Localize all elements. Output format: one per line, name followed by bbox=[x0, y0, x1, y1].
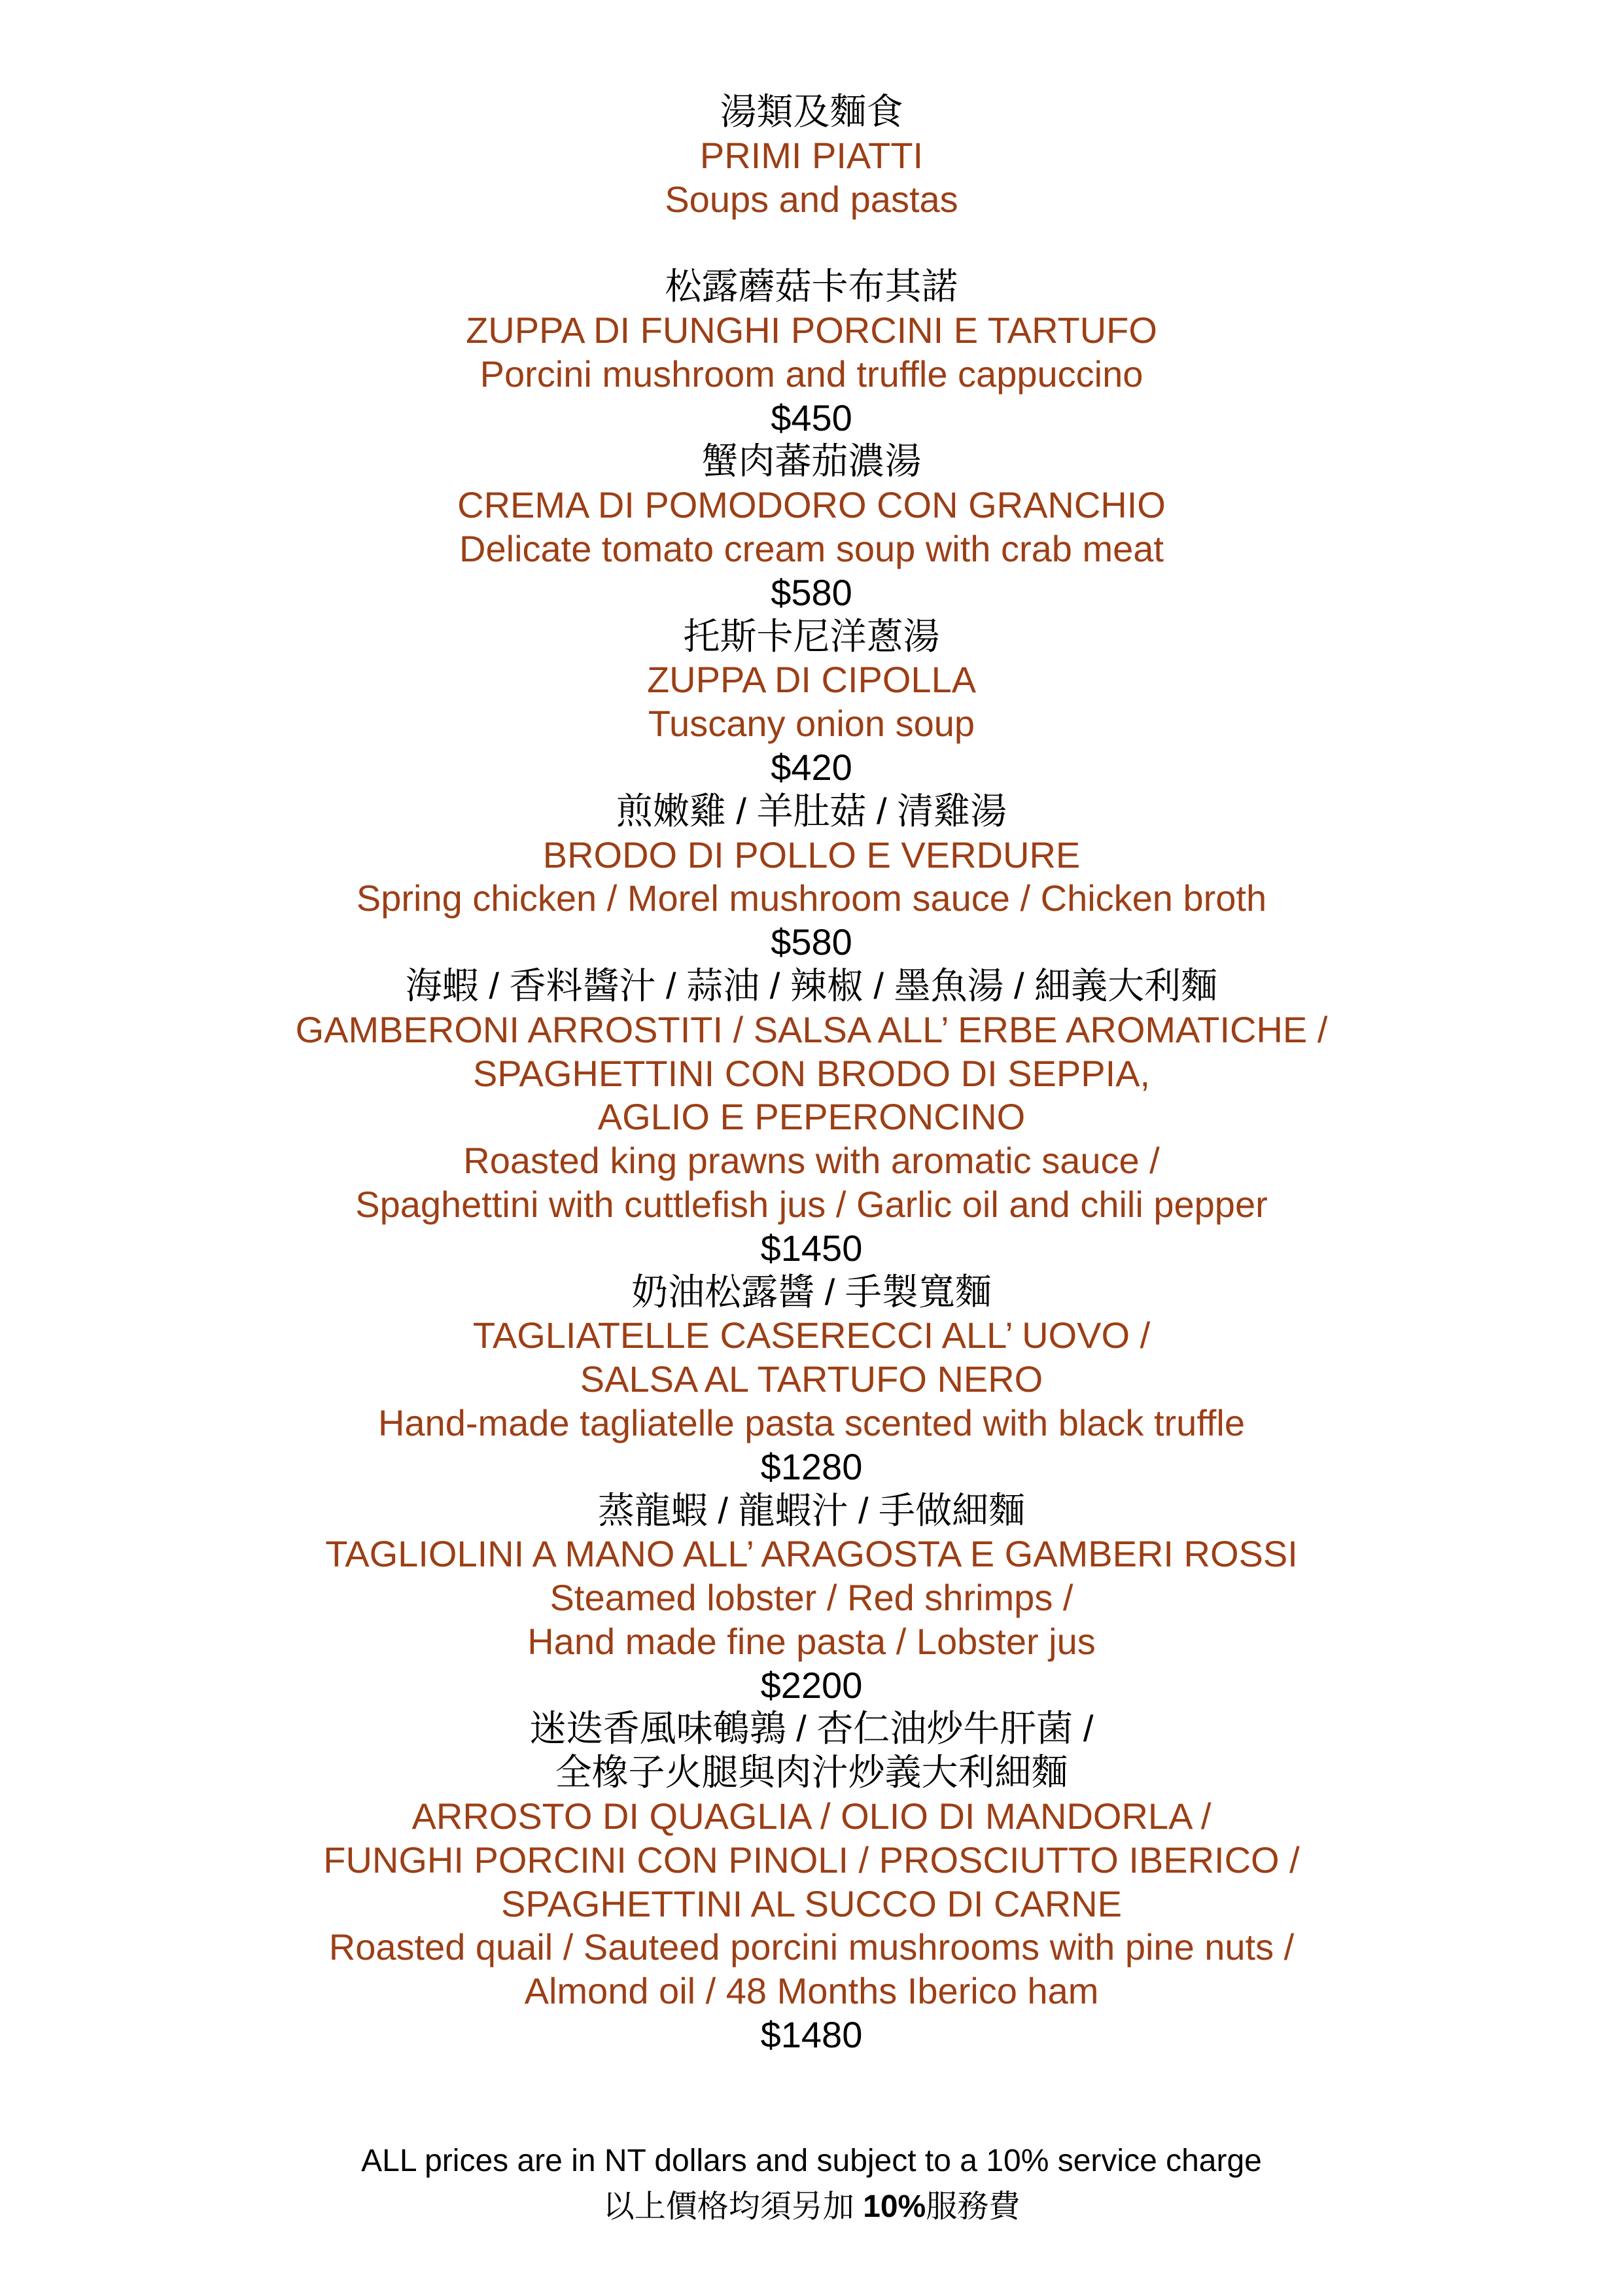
dish-name-zh: 托斯卡尼洋蔥湯 bbox=[683, 615, 940, 657]
dish-name-zh: 奶油松露醬 / 手製寬麵 bbox=[631, 1271, 992, 1313]
dish-name-it: AGLIO E PEPERONCINO bbox=[597, 1096, 1026, 1138]
footer-note-en: ALL prices are in NT dollars and subject to a 10% service charge bbox=[361, 2144, 1262, 2178]
dish-price: $1450 bbox=[760, 1227, 863, 1269]
dish-description-en: Porcini mushroom and truffle cappuccino bbox=[480, 353, 1143, 395]
dish-price: $1280 bbox=[760, 1445, 863, 1487]
section-title-it: PRIMI PIATTI bbox=[699, 134, 924, 176]
menu-item bbox=[0, 440, 1623, 614]
dish-name-zh: 煎嫩雞 / 羊肚菇 / 清雞湯 bbox=[616, 790, 1007, 832]
dish-description-en: Spring chicken / Morel mushroom sauce / Chicken broth bbox=[356, 877, 1267, 919]
dish-name-zh: 蟹肉蕃茄濃湯 bbox=[701, 440, 922, 482]
dish-name-zh: 松露蘑菇卡布其諾 bbox=[665, 266, 958, 308]
section-header bbox=[0, 90, 1623, 221]
dish-name-zh: 蒸龍蝦 / 龍蝦汁 / 手做細麵 bbox=[597, 1489, 1026, 1531]
menu-item bbox=[0, 265, 1623, 440]
section-title-en: Soups and pastas bbox=[665, 178, 958, 220]
dish-description-en: Roasted quail / Sauteed porcini mushrooms with pine nuts / bbox=[328, 1926, 1295, 1968]
dish-price: $580 bbox=[771, 571, 852, 613]
dish-name-it: SPAGHETTINI CON BRODO DI SEPPIA, bbox=[472, 1052, 1151, 1094]
menu-page bbox=[0, 90, 1623, 2057]
dish-name-it: CREMA DI POMODORO CON GRANCHIO bbox=[457, 484, 1166, 526]
dish-description-en: Tuscany onion soup bbox=[648, 703, 975, 745]
dish-description-en: Almond oil / 48 Months Iberico ham bbox=[524, 1970, 1099, 2012]
dish-name-it: FUNGHI PORCINI CON PINOLI / PROSCIUTTO IBERICO / bbox=[323, 1839, 1300, 1881]
menu-item bbox=[0, 1271, 1623, 1489]
menu-item bbox=[0, 615, 1623, 790]
dish-price: $2200 bbox=[760, 1664, 863, 1706]
section-title-zh: 湯類及麵食 bbox=[720, 91, 903, 132]
dish-name-it: ZUPPA DI CIPOLLA bbox=[646, 659, 977, 701]
dish-description-en: Hand-made tagliatelle pasta scented with black truffle bbox=[377, 1402, 1246, 1443]
dish-description-en: Hand made fine pasta / Lobster jus bbox=[527, 1620, 1096, 1662]
menu-item bbox=[0, 964, 1623, 1271]
dish-description-en: Roasted king prawns with aromatic sauce / bbox=[463, 1140, 1160, 1182]
menu-item bbox=[0, 1707, 1623, 2057]
footer-zh-prefix: 以上價格均須另加 bbox=[602, 2189, 864, 2224]
dish-price: $450 bbox=[771, 397, 852, 438]
dish-name-it: BRODO DI POLLO E VERDURE bbox=[542, 834, 1081, 875]
dish-price: $420 bbox=[771, 746, 852, 788]
dish-description-en: Spaghettini with cuttlefish jus / Garlic oil and chili pepper bbox=[355, 1183, 1268, 1225]
menu-item bbox=[0, 790, 1623, 964]
footer bbox=[0, 2138, 1623, 2230]
dish-name-it: GAMBERONI ARROSTITI / SALSA ALL’ ERBE AROMATICHE / bbox=[295, 1008, 1328, 1050]
footer-note-zh bbox=[0, 2184, 1623, 2230]
dish-name-it: TAGLIATELLE CASERECCI ALL’ UOVO / bbox=[472, 1315, 1151, 1356]
dish-name-zh: 全橡子火腿與肉汁炒義大利細麵 bbox=[555, 1752, 1068, 1793]
section-spacer bbox=[0, 221, 1623, 265]
dish-name-it: ARROSTO DI QUAGLIA / OLIO DI MANDORLA / bbox=[411, 1795, 1212, 1837]
footer-zh-suffix: 服務費 bbox=[926, 2189, 1021, 2224]
dish-description-en: Steamed lobster / Red shrimps / bbox=[550, 1577, 1073, 1619]
menu-items-list bbox=[0, 265, 1623, 2057]
dish-name-zh: 迷迭香風味鵪鶉 / 杏仁油炒牛肝菌 / bbox=[529, 1708, 1094, 1750]
dish-name-it: TAGLIOLINI A MANO ALL’ ARAGOSTA E GAMBERI ROSSI bbox=[325, 1533, 1298, 1575]
dish-price: $1480 bbox=[760, 2014, 863, 2056]
dish-name-it: ZUPPA DI FUNGHI PORCINI E TARTUFO bbox=[466, 309, 1157, 351]
dish-name-it: SPAGHETTINI AL SUCCO DI CARNE bbox=[500, 1882, 1123, 1924]
dish-description-en: Delicate tomato cream soup with crab meat bbox=[459, 527, 1164, 569]
dish-name-zh: 海蝦 / 香料醬汁 / 蒜油 / 辣椒 / 墨魚湯 / 細義大利麵 bbox=[405, 964, 1218, 1006]
footer-zh-percent: 10% bbox=[863, 2189, 926, 2224]
menu-item bbox=[0, 1489, 1623, 1708]
dish-name-it: SALSA AL TARTUFO NERO bbox=[580, 1358, 1043, 1400]
dish-price: $580 bbox=[771, 921, 852, 963]
